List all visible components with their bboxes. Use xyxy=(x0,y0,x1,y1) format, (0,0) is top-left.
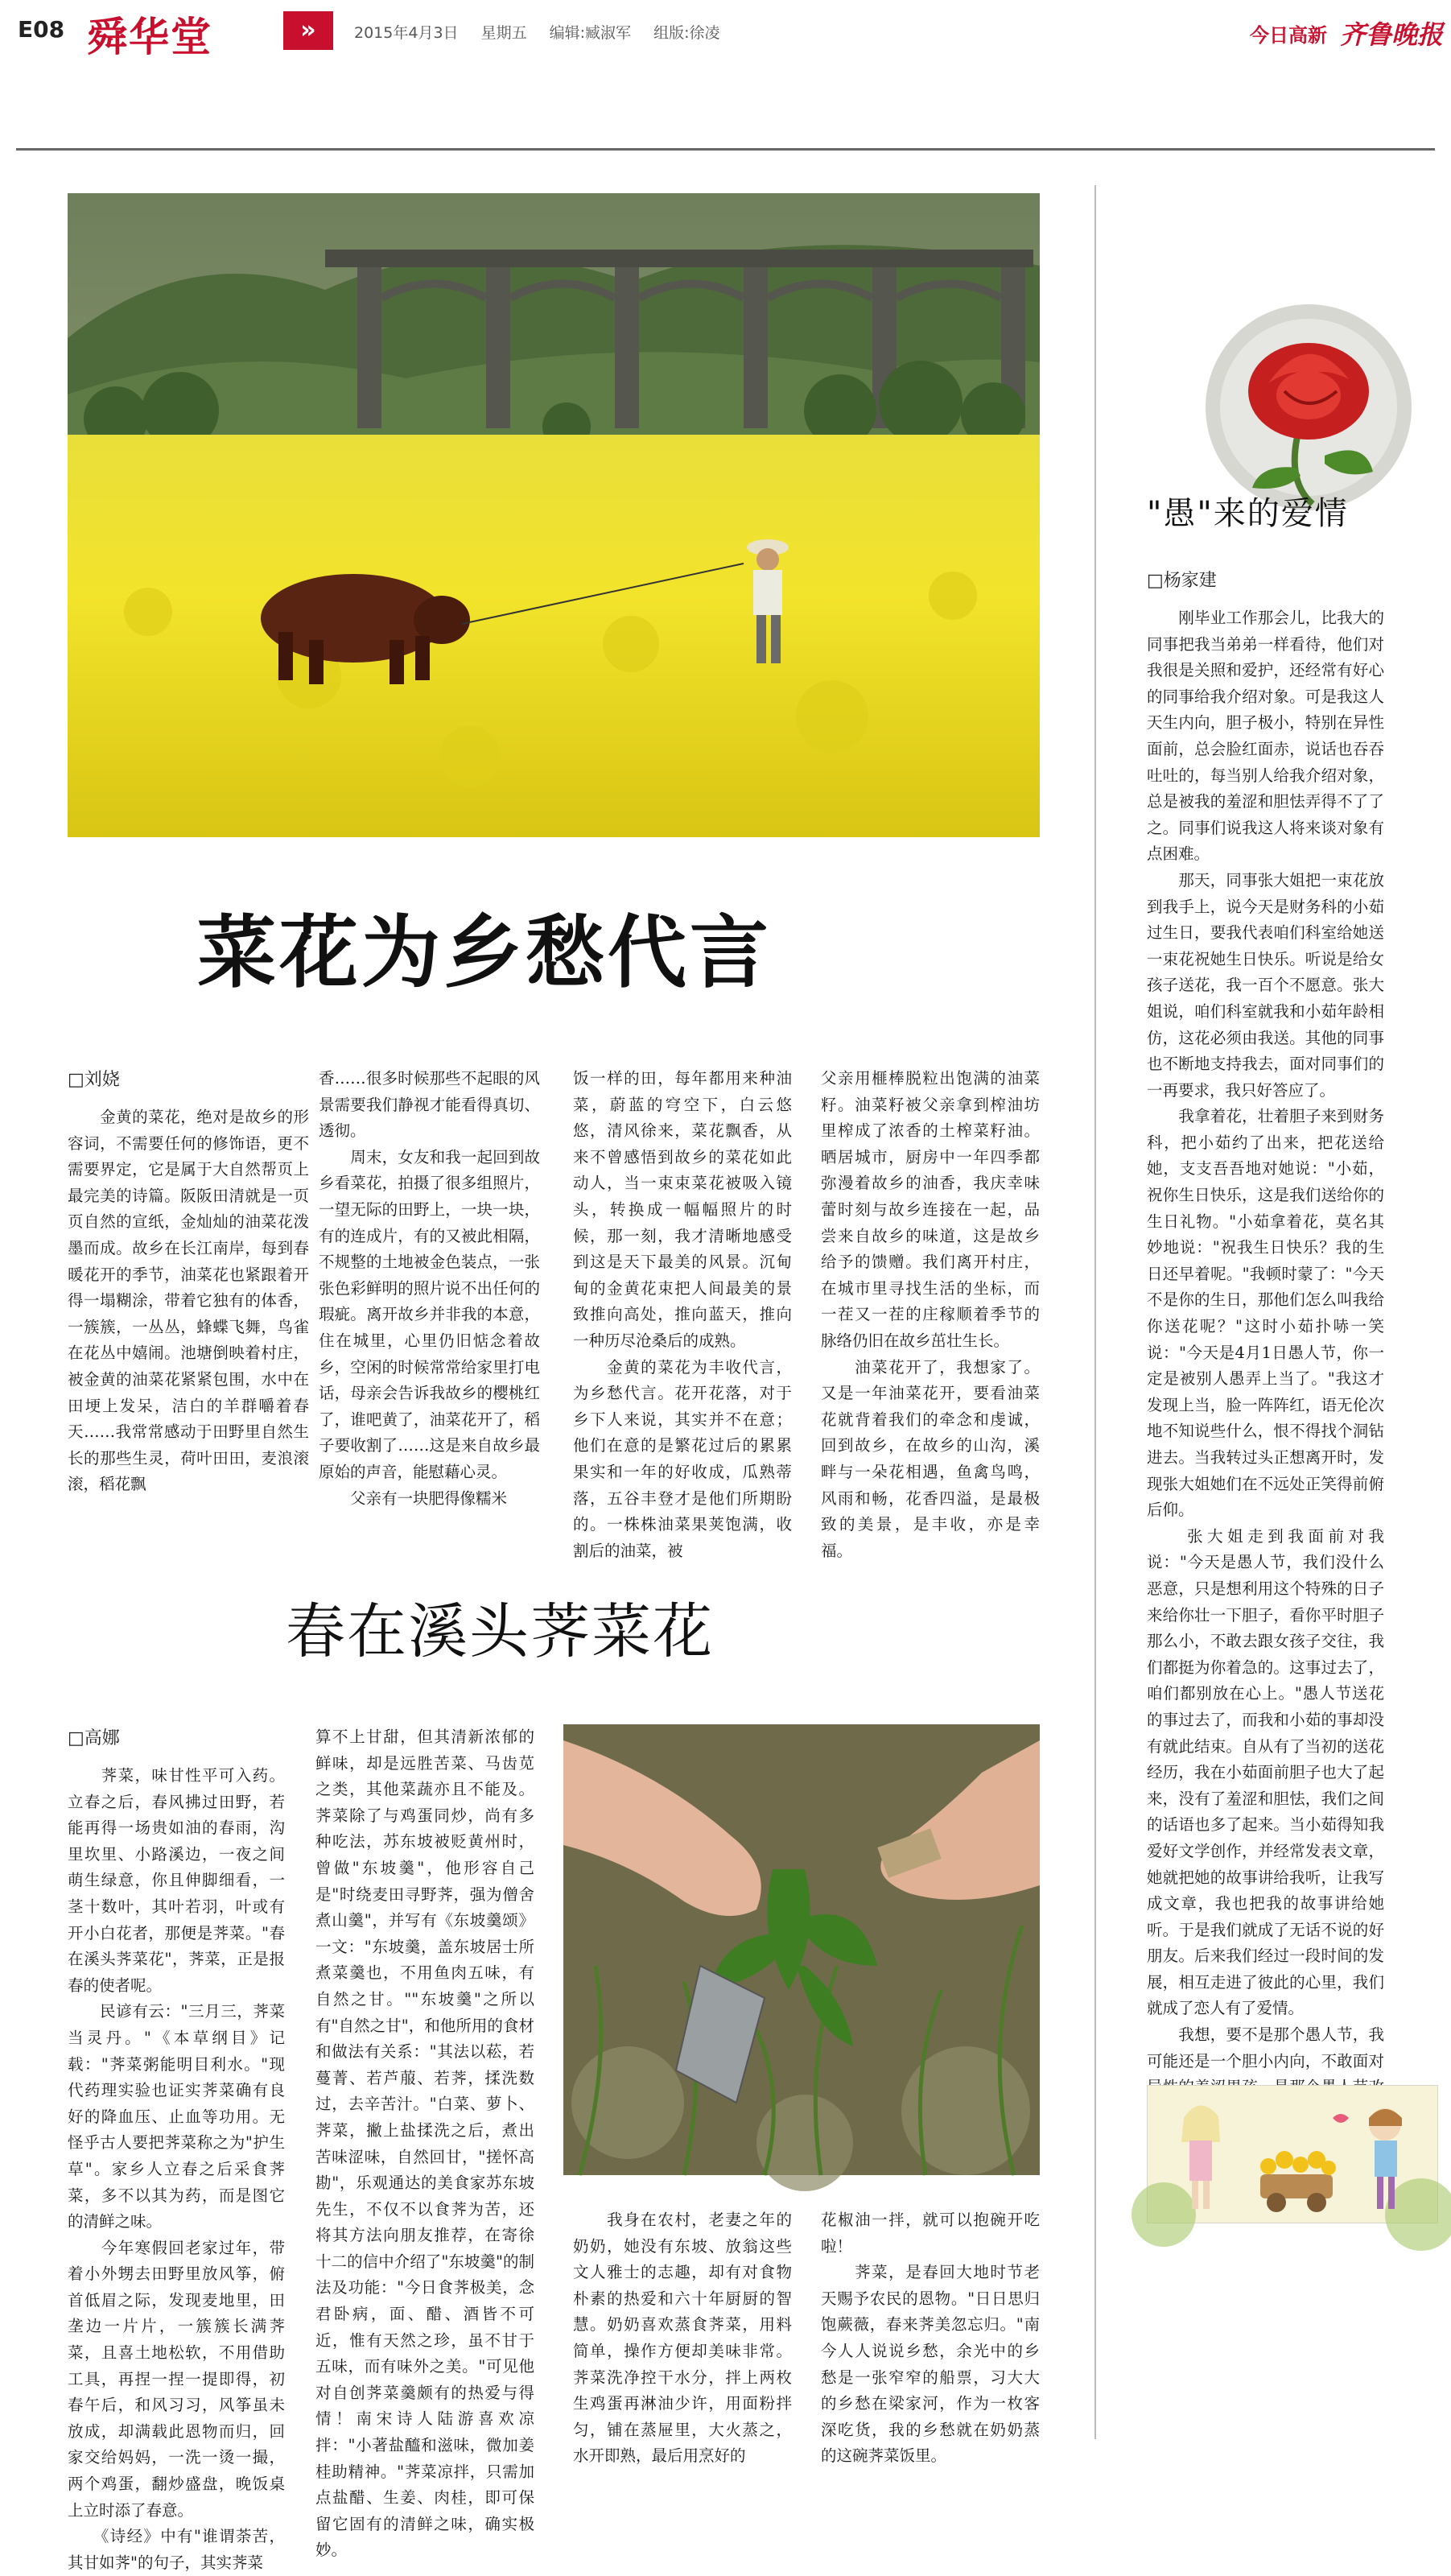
rape-field-photo xyxy=(68,193,1040,837)
couple-illustration xyxy=(1147,2085,1438,2223)
article1-column-3: 饭一样的田，每年都用来种油菜，蔚蓝的穹空下，白云悠悠，清风徐来，菜花飘香，从来不曾感悟到故乡的菜花如此动人，当一束束菜花被吸入镜头，转换成一幅幅照片的时候，那一刻，我才清晰地感受到这是天下最美的风景。沉甸甸的金黄花束把人间最美的景致推向高处，推向蓝天，推向一种历尽沧桑后的成熟。 金黄的菜花为丰收代言，为乡愁代言。花开花落，对于乡下人来说，其实并不在意；他们在意的是繁花过后的累累果实和一年的好收成，瓜熟蒂落，五谷丰登才是他们所期盼的。一株株油菜果荚饱满，收割后的油菜，被 xyxy=(573,1069,792,1560)
article3-body: 刚毕业工作那会儿，比我大的同事把我当弟弟一样看待，他们对我很是关照和爱护，还经常有好心的同事给我介绍对象。可是我这人天生内向，胆子极小，特别在异性面前，总会脸红面赤，说话也吞吞吐吐的，每当别人给我介绍对象，总是被我的羞涩和胆怯弄得不了了之。同事们说我这人将来谈对象有点困难。 那天，同事张大姐把一束花放到我手上，说今天是财务科的小茹过生日，要我代表咱们科室给她送一束花祝她生日快乐。听说是给女孩子送花，我一百个不愿意。张大姐说，咱们科室就我和小茹年龄相仿，这花必须由我送。其他的同事也不断地支持我去，面对同事们的一再要求，我只好答应了。 我拿着花，壮着胆子来到财务科，把小茹约了出来，把花送给她，支支吾吾地对她说："小茹，祝你生日快乐，这是我们送给你的生日礼物。"小茹拿着花，莫名其妙地说："祝我生日快乐？我的生日还早着呢。"我顿时蒙了："今天不是你的生日，那他们怎么叫我给你送花呢？"这时小茹扑哧一笑说："今天是4月1日愚人节，你一定是被别人愚弄上当了。"我这才发现上当，脸一阵阵红，语无伦次地不知说些什么，恨不得找个洞钻进去。当我转过头正想离开时，发现张大姐她们在不远处正笑得前俯后仰。 张大姐走到我面前对我说："今天是愚人节，我们没什么恶意，只是想利用这个特殊的日子来给你壮一下胆子，看你平时胆子那么小，不敢去跟女孩子交往，我们都挺为你着急的。这事过去了，咱们都别放在心上。"愚人节送花的事过去了，而我和小茹的事却没有就此结束。自从有了当初的送花经历，我在小茹面前胆子也大了起来，没有了羞涩和胆怯，我们之间的话语也多了起来。当小茹得知我爱好文学创作，并经常发表文章，她就把她的故事讲给我听，让我写成文章，我也把我的故事讲给她听。于是我们就成了无话不说的好朋友。后来我们经过一段时间的发展，相互走进了彼此的心里，我们就成了恋人有了爱情。 我想，要不是那个愚人节，我可能还是一个胆小内向，不敢面对 xyxy=(1147,609,1384,2070)
article1-title: 菜花为乡愁代言 xyxy=(197,907,773,999)
article1-byline: □刘娆 xyxy=(68,1070,120,1090)
article1-column-1: 金黄的菜花，绝对是故乡的形容词，不需要任何的修饰语，更不需要界定，它是属于大自然帮页上最完美的诗篇。阪阪田清就是一页页自然的宣纸，金灿灿的油菜花泼墨而成。故乡在长江南岸，每到春暖花开的季节，油菜花也紧跟着开得一塌糊涂，带着它独有的体香，一簇簇，一丛丛，蜂蝶飞舞，鸟雀在花丛中嬉闹。池塘倒映着村庄，被金黄的油菜花紧紧包围，水中在田埂上发呆，洁白的羊群嚼着春天……我常常感动于田野里自然生长的那些生灵，荷叶田田，麦浪滚滚，稻花飘 xyxy=(68,1108,309,1494)
article2-column-3: 我身在农村，老妻之年的奶奶，她没有东坡、放翁这些文人雅士的志趣，却有对食物朴素的热爱和六十年厨厨的智慧。奶奶喜欢蒸食荠菜，用料简单，操作方便却美味非常。荠菜洗净控干水分，拌上两枚生鸡蛋再淋油少许，用面粉拌匀，铺在蒸屉里，大火蒸之，水开即熟，最后用烹好的 xyxy=(573,2211,792,2466)
article2-column-1: 荠菜，味甘性平可入药。立春之后，春风拂过田野，若能再得一场贵如油的春雨，沟里坎里、小路溪边，一夜之间萌生绿意，你且伸脚细看，一茎十数叶，其叶若羽，叶或有开小白花者，那便是荠菜。"春在溪头荠菜花"，荠菜，正是报春的使者呢。 民谚有云："三月三，荠菜当灵丹。"《本草纲目》记载："荠菜粥能明目利水。"现代药理实验也证实荠菜确有良好的降血压、止血等功用。无怪乎古人要把荠菜称之为"护生草"。家乡人立春之后采食荠菜，多不以其为药，而是图它的清鲜之味。 今年寒假回老家过年，带着小外甥去田野里放风筝，俯首低眉之际，发现麦地里，田垄边一片片，一簇簇长满荠菜，且喜土地松软，不用借助工具，再捏一捏一提即得，初春午后，和风习习，风筝虽未放成，却满载此恩物而归，回家交给妈妈，一洗一烫一撮，两个鸡蛋，翻炒盛盘，晚饭桌上立时添了春意。 《诗经》中有"谁谓荼苦，其甘如荠"的句子，其实荠菜 xyxy=(68,1766,285,2572)
paper-name: 齐鲁晚报 xyxy=(1340,19,1444,50)
issue-weekday: 星期五 xyxy=(480,24,527,42)
article1-column-2: 香……很多时候那些不起眼的风景需要我们静视才能看得真切、透彻。 周末，女友和我一起回到故乡看菜花，拍摄了很多组照片，一望无际的田野上，一块一块，有的连成片，有的又被此相隔，不规整的土地被金色装点，一张张色彩鲜明的照片说不出任何的瑕疵。离开故乡并非我的本意，住在城里，心里仍旧惦念着故乡，空闲的时候常常给家里打电话，母亲会告诉我故乡的樱桃红了，谁吧黄了，油菜花开了，稻子要收割了……这是来自故乡最原始的声音，能慰藉心灵。 父亲有一块肥得像糯米 xyxy=(319,1069,540,1508)
column-divider xyxy=(1094,185,1096,2439)
today-label: 今日高新 xyxy=(1250,24,1327,47)
layout-credit: 组版:徐凌 xyxy=(653,24,720,42)
shepherds-purse-photo xyxy=(563,1724,1040,2175)
section-name: 舜华堂 xyxy=(87,14,212,60)
article2-byline: □高娜 xyxy=(68,1728,120,1748)
editor-credit: 编辑:臧淑军 xyxy=(549,24,632,42)
article2-column-4: 花椒油一拌，就可以抱碗开吃啦！ 荠菜，是春回大地时节老天赐予农民的恩物。"日日思归饱蕨薇，春来荠美忽忘归。"南今人人说说乡愁，余光中的乡愁是一张窄窄的船票，习大大的乡愁在梁家河，作为一枚客深吃货，我的乡愁就在奶奶蒸的这碗荠菜饭里。 xyxy=(821,2211,1040,2466)
article2-title: 春在溪头荠菜花 xyxy=(286,1597,714,1666)
rose-image xyxy=(1204,303,1413,512)
article1-column-4: 父亲用榧棒脱粒出饱满的油菜籽。油菜籽被父亲拿到榨油坊里榨成了浓香的土榨菜籽油。晒居城市，厨房中一年四季都弥漫着故乡的油香，我庆幸味蕾时刻与故乡连接在一起，品尝来自故乡的味道，这是故乡给予的馈赠。我们离开村庄，在城市里寻找生活的坐标，而一茬又一茬的庄稼顺着季节的脉络仍旧在故乡茁壮生长。 油菜花开了，我想家了。又是一年油菜花开，要看油菜花就背着我们的牵念和虔诚，回到故乡，在故乡的山沟，溪畔与一朵花相遇，鱼禽鸟鸣，风雨和畅，花香四溢，是最极致的美景，是丰收，亦是幸福。 xyxy=(821,1069,1040,1560)
header-rule xyxy=(16,148,1435,151)
issue-date: 2015年4月3日 xyxy=(354,24,459,42)
page-number: E08 xyxy=(18,16,65,43)
header-meta xyxy=(354,21,738,43)
article2-column-2: 算不上甘甜，但其清新浓郁的鲜味，却是远胜苦菜、马齿苋之类，其他菜蔬亦且不能及。荠菜除了与鸡蛋同炒，尚有多种吃法，苏东坡被贬黄州时，曾做"东坡羹"，他形容自己是"时绕麦田寻野荠，强为僧舍煮山羹"，并写有《东坡羹颂》一文："东坡羹，盖东坡居士所煮菜羹也，不用鱼肉五味，有自然之甘。""东坡羹"之所以有"自然之甘"，和他所用的食材和做法有关系："其法以菘，若蔓菁、若芦菔、若荠，揉洗数过，去辛苦汁。"白菜、萝卜、荠菜，撇上盐揉洗之后，煮出苦味涩味，自然回甘，"搓怀高勘"，乐观通达的美食家苏东坡先生，不仅不以食荠为苦，还将其方法向朋友推荐，在寄徐十二的信中介绍了"东坡羹"的制法及功能："今日食荠极美，念君卧病，面、醋、酒皆不可近，惟有天然之珍，虽不甘于五味，而有味外之美。"可见他对自创荠菜羹颇有的热爱与得情！南宋诗人陆游喜欢凉拌："小著盐醯和滋味，微加姜桂助精神。"荠菜凉拌，只需加点盐醋、生姜、肉桂，即可保留它固有的清鲜之味，确实极妙。 xyxy=(315,1728,534,2560)
article3-byline: □杨家建 xyxy=(1147,571,1217,591)
section-arrow-icon: » xyxy=(283,11,333,50)
article3-title: "愚"来的爱情 xyxy=(1147,495,1349,532)
